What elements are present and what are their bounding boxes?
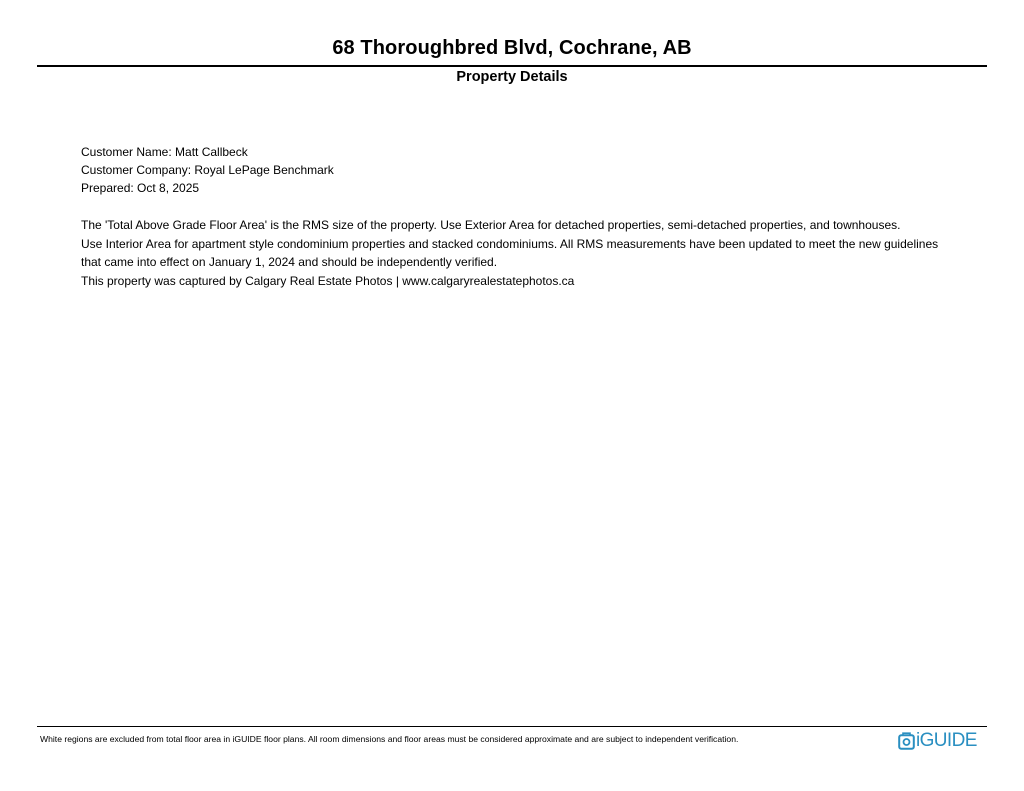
iguide-logo-icon <box>898 732 915 750</box>
header-divider <box>37 65 987 67</box>
iguide-logo-text: iGUIDE <box>916 730 977 751</box>
iguide-logo <box>898 731 977 751</box>
rms-notes <box>81 216 961 290</box>
prepared-date: Prepared: Oct 8, 2025 <box>81 181 200 195</box>
footer-divider <box>37 726 987 727</box>
page-subtitle: Property Details <box>456 69 568 85</box>
rms-note-line: The 'Total Above Grade Floor Area' is the RMS size of the property. Use Exterior Area for detached properties, semi-detached properties, and townhouses. <box>81 218 901 232</box>
customer-details <box>81 143 334 197</box>
capture-credit: This property was captured by Calgary Real Estate Photos | www.calgaryrealestatephotos.ca <box>81 273 575 288</box>
rms-note-line: Use Interior Area for apartment style condominium properties and stacked condominiums. All RMS measurements have been updated to meet the new guidelines <box>81 236 939 251</box>
customer-company: Customer Company: Royal LePage Benchmark <box>81 163 334 177</box>
page-title: 68 Thoroughbred Blvd, Cochrane, AB <box>332 37 692 59</box>
rms-note-line: that came into effect on January 1, 2024 and should be independently verified. <box>81 255 498 269</box>
footer-disclaimer: White regions are excluded from total floor area in iGUIDE floor plans. All room dimensions and floor areas must be considered approximate and are subject to independent verification. <box>40 734 739 744</box>
customer-name: Customer Name: Matt Callbeck <box>81 145 248 159</box>
